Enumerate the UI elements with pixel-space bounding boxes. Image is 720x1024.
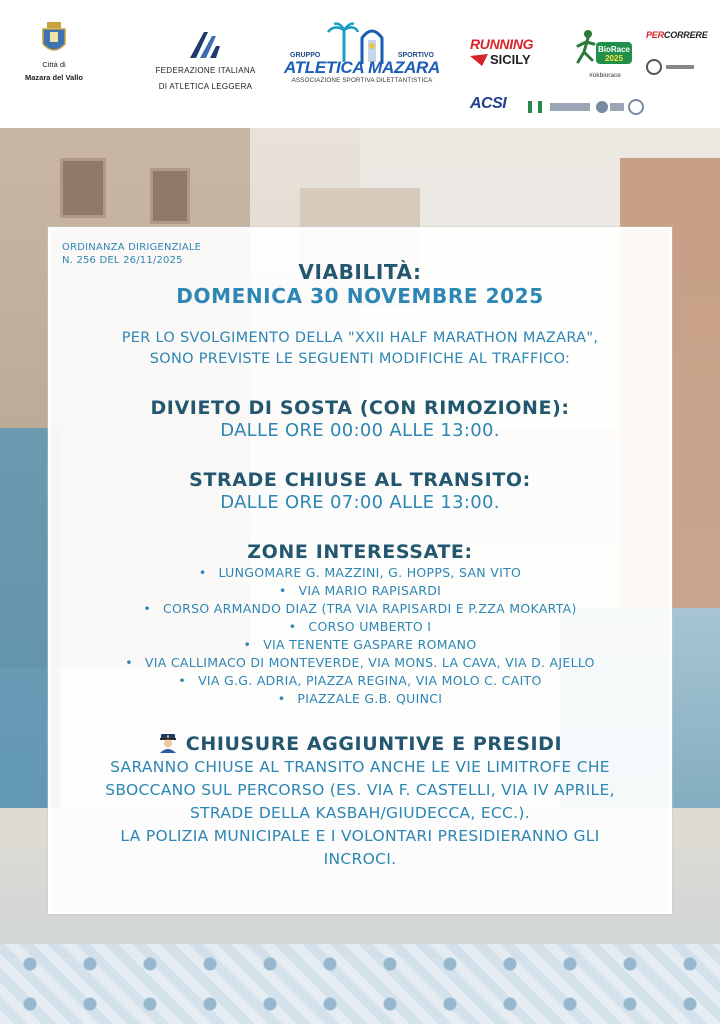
police-officer-icon (158, 733, 178, 753)
biorace-text: BioRace (597, 45, 631, 54)
atletica-sub: ASSOCIAZIONE SPORTIVA DILETTANTISTICA (291, 77, 433, 84)
percorrere-logo (646, 30, 708, 80)
small-sponsor-icon (646, 54, 696, 80)
sicily-text: SICILY (490, 52, 531, 67)
fidal-mark-icon (186, 30, 226, 60)
zone-item: • CORSO ARMANDO DIAZ (TRA VIA RAPISARDI E P.ZZA MOKARTA) (143, 601, 577, 616)
biorace-tag: #okbiorace (589, 72, 621, 79)
majolica-tiles (0, 944, 720, 1024)
strade-heading: STRADE CHIUSE AL TRANSITO: (189, 469, 531, 491)
fidal-line2: DI ATLETICA LEGGERA (158, 82, 253, 91)
gruppo-text: GRUPPO (290, 52, 321, 59)
biorace-logo (574, 28, 636, 79)
chiusure-heading: CHIUSURE AGGIUNTIVE E PRESIDI (185, 733, 563, 755)
zone-list (51, 564, 669, 708)
acsi-logo (470, 95, 530, 113)
fidal-line1: FEDERAZIONE ITALIANA (155, 66, 256, 75)
chiusure-line: SBOCCANO SUL PERCORSO (ES. VIA F. CASTELLI, VIA IV APRILE, (105, 781, 615, 799)
atletica-name: ATLETICA MAZARA (283, 58, 441, 77)
intro-line1: PER LO SVOLGIMENTO DELLA "XXII HALF MARATHON MAZARA", (121, 330, 599, 346)
header-logos (0, 0, 720, 128)
chiusure-line: STRADE DELLA KASBAH/GIUDECCA, ECC.). (190, 804, 530, 822)
chiusure-line: LA POLIZIA MUNICIPALE E I VOLONTARI PRESIDIERANNO GLI (120, 827, 600, 845)
zone-item: • VIA G.G. ADRIA, PIAZZA REGINA, VIA MOLO C. CAITO (178, 673, 542, 688)
ordinanza-line2: N. 256 DEL 26/11/2025 (62, 255, 183, 266)
divieto-heading: DIVIETO DI SOSTA (CON RIMOZIONE): (150, 397, 570, 419)
per-text: PER (646, 30, 664, 40)
chiusure-heading-row (51, 732, 669, 756)
chiusure-line: INCROCI. (323, 850, 397, 868)
fidal-logo (138, 30, 273, 92)
ordinanza-line1: ORDINANZA DIRIGENZIALE (62, 242, 202, 253)
runner-icon (574, 28, 634, 70)
intro-line2: SONO PREVISTE LE SEGUENTI MODIFICHE AL TRAFFICO: (149, 351, 571, 367)
chiusure-text (51, 756, 669, 871)
zone-item: • PIAZZALE G.B. QUINCI (277, 691, 443, 706)
atletica-mazara-logo (282, 22, 442, 84)
crest-icon (41, 22, 67, 56)
title-date: DOMENICA 30 NOVEMBRE 2025 (176, 284, 544, 308)
title-viabilita: VIABILITÀ: (298, 260, 422, 284)
chiusure-line: SARANNO CHIUSE AL TRANSITO ANCHE LE VIE LIMITROFE CHE (110, 758, 610, 776)
biorace-year: 2025 (605, 54, 623, 63)
strade-time: DALLE ORE 07:00 ALLE 13:00. (220, 492, 500, 513)
comune-logo (24, 22, 84, 82)
acsi-text: ACSI (470, 95, 507, 112)
divieto-time: DALLE ORE 00:00 ALLE 13:00. (220, 420, 500, 441)
zone-item: • VIA TENENTE GASPARE ROMANO (243, 637, 477, 652)
correre-text: CORRERE (663, 30, 708, 40)
notice-card (48, 227, 672, 914)
sportivo-text: SPORTIVO (397, 52, 434, 59)
zone-heading: ZONE INTERESSATE: (247, 541, 473, 563)
sicily-map-icon (470, 54, 488, 66)
sponsor-badges-icon (528, 97, 648, 117)
running-sicily-logo (470, 36, 550, 67)
zone-item: • LUNGOMARE G. MAZZINI, G. HOPPS, SAN VITO (198, 565, 522, 580)
comune-line1: Città di (42, 60, 66, 69)
running-text: RUNNING (470, 36, 534, 52)
zone-item: • CORSO UMBERTO I (288, 619, 432, 634)
zone-item: • VIA CALLIMACO DI MONTEVERDE, VIA MONS. LA CAVA, VIA D. AJELLO (125, 655, 595, 670)
zone-item: • VIA MARIO RAPISARDI (278, 583, 442, 598)
comune-line2: Mazara del Vallo (25, 73, 83, 82)
notice-content (51, 260, 669, 871)
